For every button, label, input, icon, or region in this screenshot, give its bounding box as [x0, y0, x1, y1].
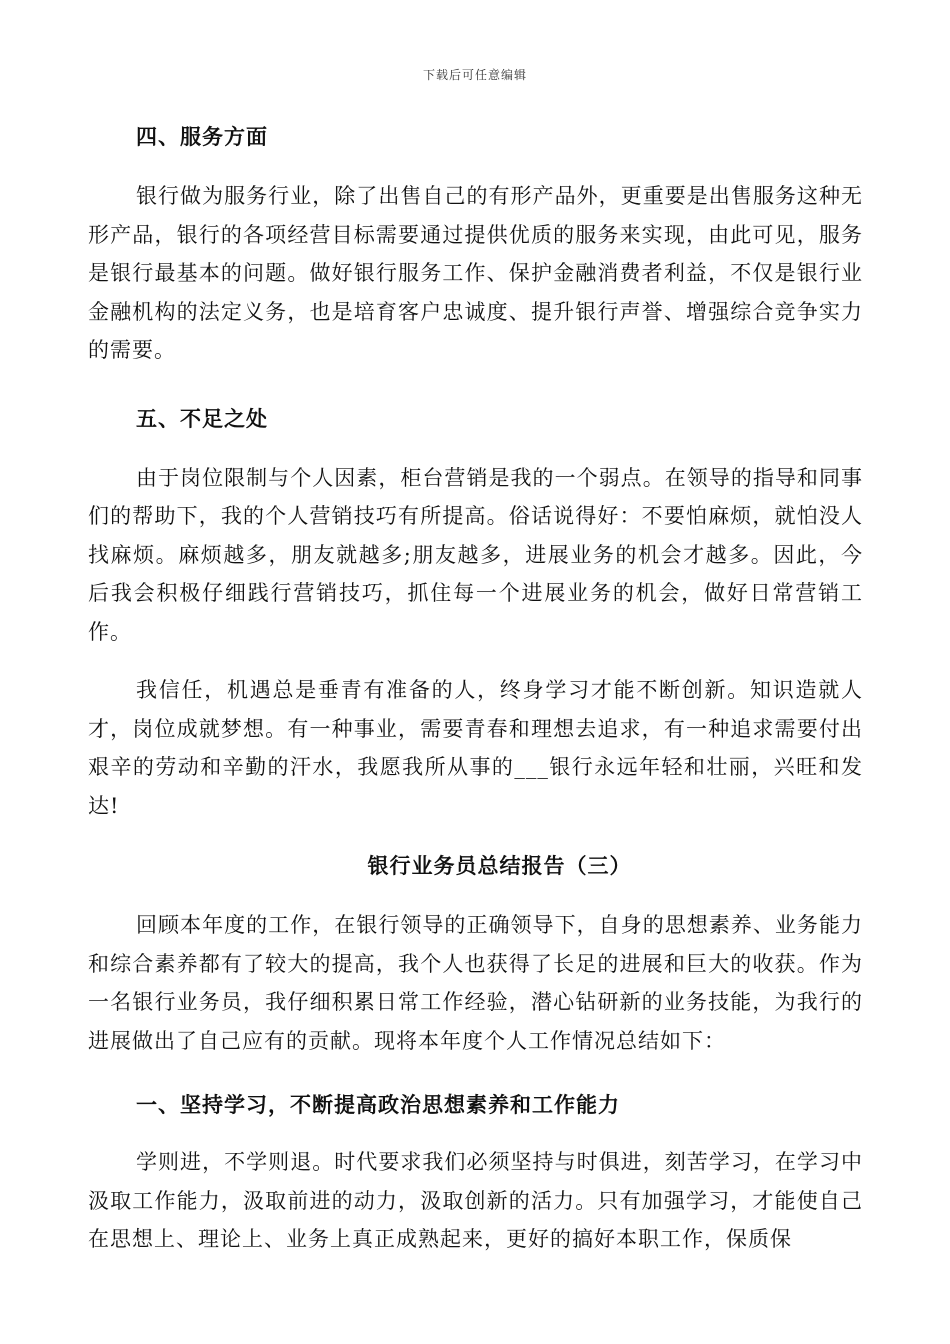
- document-body: [88, 118, 863, 1259]
- paragraph-shortcomings: 由于岗位限制与个人因素，柜台营销是我的一个弱点。在领导的指导和同事们的帮助下，我的个人营销技巧有所提高。俗话说得好：不要怕麻烦，就怕没人找麻烦。麻烦越多，朋友就越多;朋友越多，进展业务的机会才越多。因此，今后我会积极仔细践行营销技巧，抓住每一个进展业务的机会，做好日常营销工作。: [88, 465, 863, 644]
- section-heading-shortcomings: 五、不足之处: [136, 405, 268, 431]
- paragraph-study: 学则进，不学则退。时代要求我们必须坚持与时俱进，刻苦学习，在学习中汲取工作能力，汲取前进的动力，汲取创新的活力。只有加强学习，才能使自己在思想上、理论上、业务上真正成熟起来，更好的搞好本职工作，保质保: [88, 1150, 863, 1251]
- section-heading-service: 四、服务方面: [136, 124, 268, 149]
- paragraph-closing: 我信任，机遇总是垂青有准备的人，终身学习才能不断创新。知识造就人才，岗位成就梦想。有一种事业，需要青春和理想去追求，有一种追求需要付出艰辛的劳动和辛勤的汗水，我愿我所从事的___银行永远年轻和壮丽，兴旺和发达!: [88, 678, 863, 818]
- paragraph-service: 银行做为服务行业，除了出售自己的有形产品外，更重要是出售服务这种无形产品，银行的各项经营目标需要通过提供优质的服务来实现，由此可见，服务是银行最基本的问题。做好银行服务工作、保护金融消费者利益，不仅是银行业金融机构的法定义务，也是培育客户忠诚度、提升银行声誉、增强综合竞争实力的需要。: [88, 184, 863, 362]
- paragraph-intro: 回顾本年度的工作，在银行领导的正确领导下，自身的思想素养、业务能力和综合素养都有了较大的提高，我个人也获得了长足的进展和巨大的收获。作为一名银行业务员，我仔细积累日常工作经验，潜心钻研新的业务技能，为我行的进展做出了自己应有的贡献。现将本年度个人工作情况总结如下：: [88, 913, 863, 1053]
- section-heading-study: 一、坚持学习，不断提高政治思想素养和工作能力: [136, 1092, 620, 1117]
- report-title: 银行业务员总结报告（三）: [367, 853, 632, 878]
- header-note: 下载后可任意编辑: [422, 68, 527, 82]
